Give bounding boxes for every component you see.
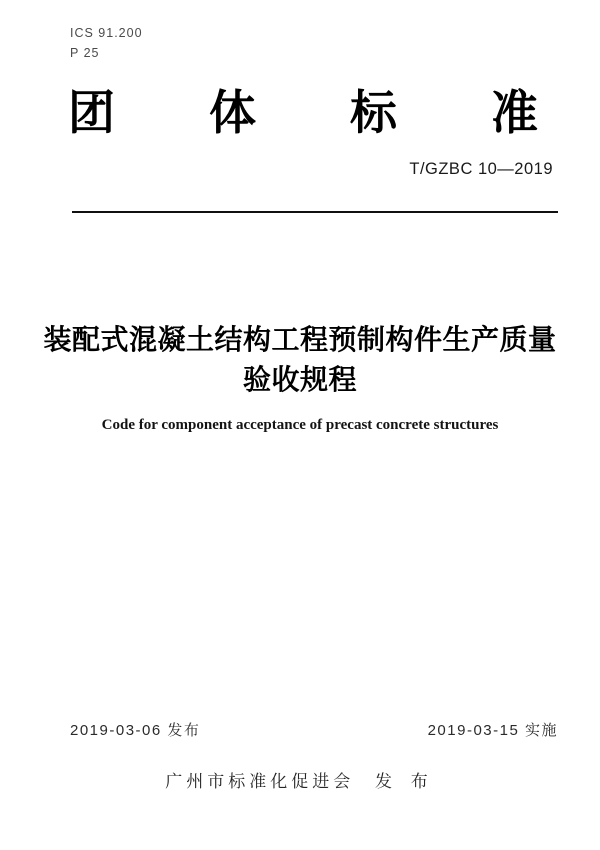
classification-block <box>70 23 143 63</box>
classification-code: P 25 <box>70 46 100 60</box>
effective-date: 2019-03-15 实施 <box>427 722 558 739</box>
ics-code: ICS 91.200 <box>70 26 143 40</box>
doc-type-heading <box>68 86 538 140</box>
doc-type-char: 体 <box>209 86 256 139</box>
standard-number: T/GZBC 10—2019 <box>409 160 553 178</box>
document-title-line1: 装配式混凝土结构工程预制构件生产质量 <box>43 324 557 355</box>
document-title-en: Code for component acceptance of precast concrete structures <box>101 417 499 433</box>
doc-type-char: 准 <box>491 86 538 139</box>
publisher-row <box>0 767 600 792</box>
header-divider <box>72 211 558 213</box>
issue-date: 2019-03-06 发布 <box>70 722 201 739</box>
doc-type-char: 标 <box>350 86 397 139</box>
publisher-name: 广州市标准化促进会 <box>165 772 355 791</box>
document-title-line2: 验收规程 <box>242 364 357 395</box>
dates-row <box>70 719 558 740</box>
document-title-cn <box>0 320 600 400</box>
doc-type-char: 团 <box>68 86 115 139</box>
publisher-action-label: 发 布 <box>375 772 435 791</box>
